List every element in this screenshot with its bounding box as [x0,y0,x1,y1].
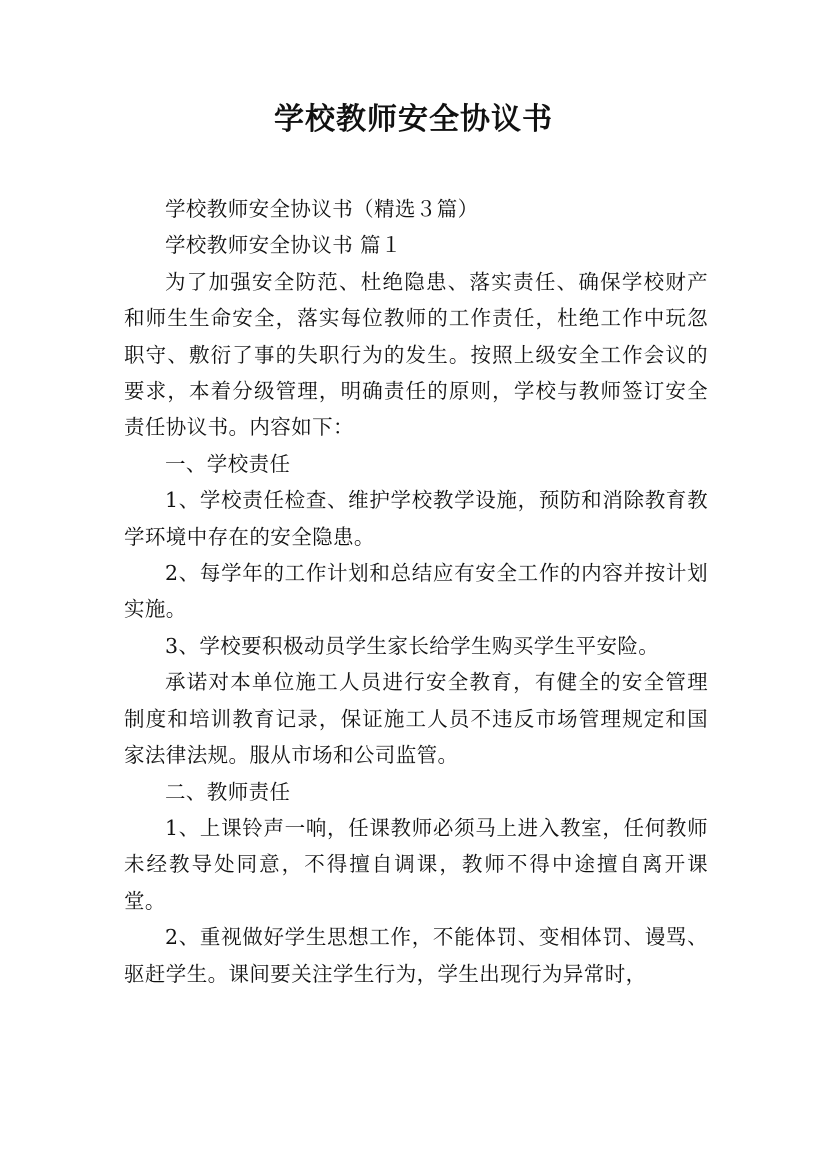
section-heading: 一、学校责任 [165,451,291,476]
paragraph: 承诺对本单位施工人员进行安全教育，有健全的安全管理制度和培训教育记录，保证施工人员不违反市场管理规定和国家法律法规。服从市场和公司监管。 [124,670,708,768]
paragraph: 1、上课铃声一响，任课教师必须马上进入教室，任何教师未经教导处同意，不得擅自调课，教师不得中途擅自离开课堂。 [124,815,708,913]
paragraph: 2、每学年的工作计划和总结应有安全工作的内容并按计划实施。 [124,561,708,622]
paragraph-subtitle: 学校教师安全协议书（精选３篇） [165,197,479,221]
paragraph: 1、学校责任检查、维护学校教学设施，预防和消除教育教学环境中存在的安全隐患。 [124,488,708,549]
section-heading: 二、教师责任 [165,779,291,804]
paragraph: 为了加强安全防范、杜绝隐患、落实责任、确保学校财产和师生生命安全，落实每位教师的工作责任，杜绝工作中玩忽职守、敷衍了事的失职行为的发生。按照上级安全工作会议的要求，本着分级管理，明确责任的原则，学校与教师签订安全责任协议书。内容如下： [124,269,708,440]
paragraph: 3、学校要积极动员学生家长给学生购买学生平安险。 [165,633,660,658]
paragraph-section-heading: 学校教师安全协议书 篇１ [165,233,402,258]
document-body [124,191,708,992]
paragraph: 2、重视做好学生思想工作，不能体罚、变相体罚、谩骂、驱赶学生。课间要关注学生行为，学生出现行为异常时， [124,925,708,986]
document-title: 学校教师安全协议书 [274,102,553,137]
